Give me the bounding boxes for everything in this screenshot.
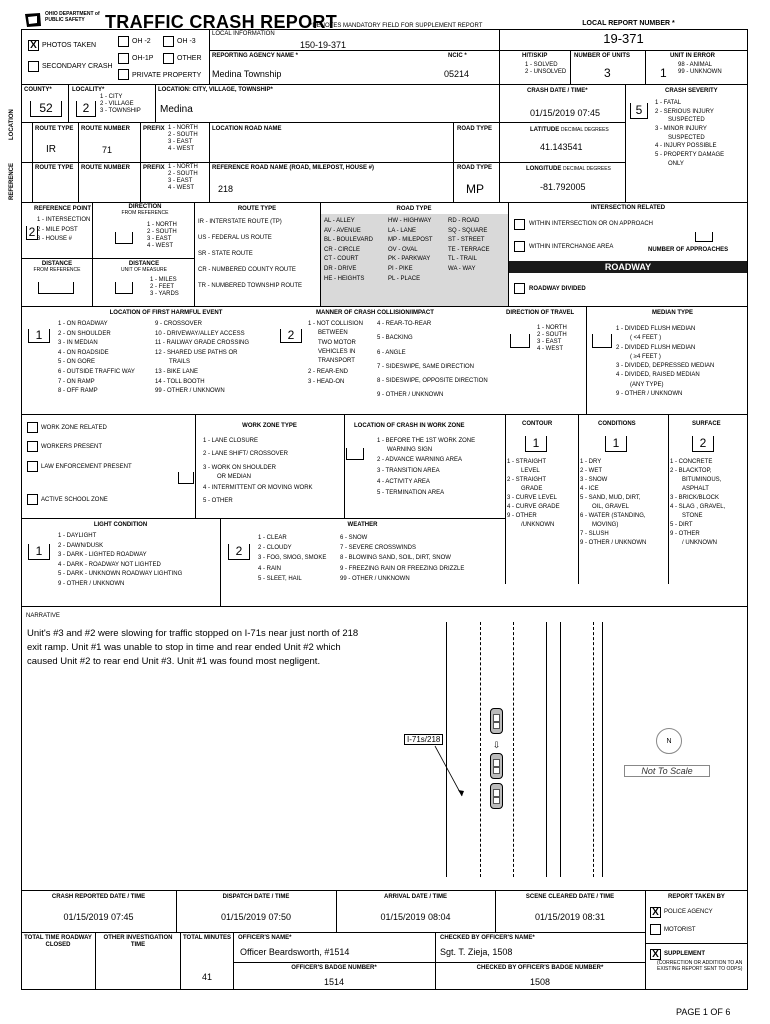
intersection-related-label: INTERSECTION RELATED xyxy=(590,205,666,211)
hit-skip-options: 1 - SOLVED 2 - UNSOLVED xyxy=(525,62,567,75)
dist-unit-options: 1 - MILES 2 - FEET 3 - YARDS xyxy=(150,277,179,297)
conditions-value[interactable]: 1 xyxy=(605,436,627,452)
weather-value[interactable]: 2 xyxy=(228,544,250,560)
ref-prefix-label: PREFIX xyxy=(143,165,165,171)
within-intersection-checkbox[interactable] xyxy=(514,219,525,230)
surface-options: 1 - CONCRETE 2 - BLACKTOP, BITUMINOUS, ASPHALT 3 - BRICK/BLOCK 4 - SLAG , GRAVEL, STONE 5 - DIRT 9 - OTHER / UNKNOWN xyxy=(670,459,726,546)
officer-value[interactable]: Officer Beardsworth, #1514 xyxy=(240,947,350,957)
work-zone-loc-value[interactable] xyxy=(346,448,364,460)
dispatch-label: DISPATCH DATE / TIME xyxy=(222,894,290,900)
reporting-agency-label: REPORTING AGENCY NAME * xyxy=(212,53,299,59)
checked-badge-label: CHECKED BY OFFICER'S BADGE NUMBER* xyxy=(476,965,604,971)
total-minutes-value[interactable]: 41 xyxy=(201,972,212,982)
ref-road-type-value[interactable]: MP xyxy=(466,182,484,196)
badge-label: OFFICER'S BADGE NUMBER* xyxy=(291,965,377,971)
longitude-value[interactable]: -81.792005 xyxy=(540,182,586,192)
cleared-value[interactable]: 01/15/2019 08:31 xyxy=(534,912,606,922)
median-label: MEDIAN TYPE xyxy=(652,310,694,316)
report-taken-label: REPORT TAKEN BY xyxy=(668,894,725,900)
arrival-label: ARRIVAL DATE / TIME xyxy=(384,894,447,900)
crash-date-label: CRASH DATE / TIME* xyxy=(527,88,588,94)
narrative-label: NARRATIVE xyxy=(26,613,60,619)
num-approaches-value[interactable] xyxy=(695,232,713,242)
work-zone-loc-label: LOCATION OF CRASH IN WORK ZONE xyxy=(354,423,465,429)
dir-travel-options: 1 - NORTH 2 - SOUTH 3 - EAST 4 - WEST xyxy=(537,325,567,352)
side-reference-label: REFERENCE xyxy=(9,162,15,200)
work-zone-type-value[interactable] xyxy=(178,472,194,484)
checked-label: CHECKED BY OFFICER'S NAME* xyxy=(440,935,535,941)
severity-options: 1 - FATAL 2 - SERIOUS INJURY SUSPECTED 3 - MINOR INJURY SUSPECTED 4 - INJURY POSSIBLE 5 - PROPERTY DAMAGE ONLY xyxy=(655,100,725,167)
num-units-value[interactable]: 3 xyxy=(604,66,611,80)
direction-options: 1 - NORTH 2 - SOUTH 3 - EAST 4 - WEST xyxy=(147,222,177,249)
loc-route-type-value[interactable]: IR xyxy=(46,144,56,155)
severity-value[interactable]: 5 xyxy=(630,103,648,119)
roadway-divided-checkbox[interactable] xyxy=(514,283,525,294)
other-label: OTHER xyxy=(177,55,202,62)
photos-taken-label: PHOTOS TAKEN xyxy=(42,42,97,49)
num-approaches-label: NUMBER OF APPROACHES xyxy=(648,247,729,253)
manner-label: MANNER OF CRASH COLLISION/IMPACT xyxy=(316,310,434,316)
within-interchange-checkbox[interactable] xyxy=(514,241,525,252)
route-type-options: IR - INTERSTATE ROUTE (TP) US - FEDERAL US ROUTE SR - STATE ROUTE CR - NUMBERED COUNTY ROUTE TR - NUMBERED TOWNSHIP ROUTE xyxy=(198,219,303,289)
dist-unit-value[interactable] xyxy=(115,282,133,294)
logo-text: OHIO DEPARTMENT of PUBLIC SAFETY xyxy=(45,11,100,23)
median-options: 1 - DIVIDED FLUSH MEDIAN ( <4 FEET ) 2 - DIVIDED FLUSH MEDIAN ( ≥4 FEET ) 3 - DIVIDED, DEPRESSED MEDIAN 4 - DIVIDED, RAISED MEDIAN (ANY TYPE) 9 - OTHER / UNKNOWN xyxy=(616,326,715,398)
local-info-value[interactable]: 150-19-371 xyxy=(300,40,347,50)
ref-route-type-label: ROUTE TYPE xyxy=(35,165,74,171)
dir-travel-label: DIRECTION OF TRAVEL xyxy=(506,310,575,316)
supplement-checkbox[interactable]: X xyxy=(650,949,661,960)
light-value[interactable]: 1 xyxy=(28,544,50,560)
workers-present-checkbox[interactable] xyxy=(27,441,38,452)
county-label: COUNTY* xyxy=(24,87,52,93)
loc-prefix-options: 1 - NORTH 2 - SOUTH 3 - EAST 4 - WEST xyxy=(168,125,198,152)
ref-road-value[interactable]: 218 xyxy=(218,184,234,194)
narrative-text[interactable]: Unit's #3 and #2 were slowing for traffic stopped on I-71s near just north of 218 exit ramp. Unit #1 was unable to stop in time and rear ended Unit #2 which caused Unit #2 to rear end Unit #3. Unit #1 was found most negligent. xyxy=(27,628,359,667)
work-zone-type-label: WORK ZONE TYPE xyxy=(242,423,297,429)
odps-logo xyxy=(24,11,104,29)
local-report-label: LOCAL REPORT NUMBER * xyxy=(582,20,675,27)
ref-road-label: REFERENCE ROAD NAME (ROAD, MILEPOST, HOUSE #) xyxy=(212,165,375,171)
travel-arrow-icon: ⇩ xyxy=(492,740,501,750)
cleared-label: SCENE CLEARED DATE / TIME xyxy=(525,894,615,900)
ohio-seal-icon xyxy=(24,12,42,28)
harmful-value[interactable]: 1 xyxy=(28,329,50,343)
location-value[interactable]: Medina xyxy=(160,104,193,115)
median-value[interactable] xyxy=(592,334,612,348)
secondary-crash-label: SECONDARY CRASH xyxy=(42,63,113,70)
law-enforcement-label: LAW ENFORCEMENT PRESENT xyxy=(41,464,132,470)
ref-route-number-label: ROUTE NUMBER xyxy=(81,165,130,171)
reporting-agency-value[interactable]: Medina Township xyxy=(212,69,282,79)
badge-value[interactable]: 1514 xyxy=(323,977,345,987)
other-inv-label: OTHER INVESTIGATION TIME xyxy=(103,935,173,948)
loc-prefix-label: PREFIX xyxy=(143,126,165,132)
oh2-checkbox[interactable] xyxy=(118,36,129,47)
surface-value[interactable]: 2 xyxy=(692,436,714,452)
manner-col2: 4 - REAR-TO-REAR 5 - BACKING 6 - ANGLE 7 - SIDESWIPE, SAME DIRECTION 8 - SIDESWIPE, OPPOSITE DIRECTION 9 - OTHER / UNKNOWN xyxy=(377,321,488,399)
roadway-header: ROADWAY xyxy=(509,261,747,273)
loc-road-label: LOCATION ROAD NAME xyxy=(212,126,282,132)
oh3-label: OH -3 xyxy=(177,38,196,45)
supplement-note: (CORRECTION OR ADDITION TO AN EXISTING REPORT SENT TO ODPS) xyxy=(657,960,743,973)
unit-error-value[interactable]: 1 xyxy=(660,66,667,80)
direction-value[interactable] xyxy=(115,232,133,244)
private-property-label: PRIVATE PROPERTY xyxy=(132,72,202,79)
ref-point-label: REFERENCE POINT xyxy=(34,206,92,212)
road-type-title: ROAD TYPE xyxy=(396,206,432,212)
light-options: 1 - DAYLIGHT 2 - DAWN/DUSK 3 - DARK - LIGHTED ROADWAY 4 - DARK - ROADWAY NOT LIGHTED 5 - DARK - UNKNOWN ROADWAY LIGHTING 9 - OTHER / UNKNOWN xyxy=(58,533,183,587)
light-label: LIGHT CONDITION xyxy=(93,522,148,528)
supplement-label: SUPPLEMENT xyxy=(664,951,706,957)
crash-date-value[interactable]: 01/15/2019 07:45 xyxy=(530,108,601,118)
mandatory-note: *DENOTES MANDATORY FIELD FOR SUPPLEMENT REPORT xyxy=(310,23,483,29)
work-zone-related-label: WORK ZONE RELATED xyxy=(41,425,107,431)
manner-value[interactable]: 2 xyxy=(280,329,302,343)
police-agency-checkbox[interactable]: X xyxy=(650,907,661,918)
contour-value[interactable]: 1 xyxy=(525,436,547,452)
police-agency-label: POLICE AGENCY xyxy=(664,909,713,915)
loc-road-type-label: ROAD TYPE xyxy=(457,126,493,132)
surface-label: SURFACE xyxy=(692,421,721,427)
conditions-label: CONDITIONS xyxy=(598,421,636,427)
law-enforcement-checkbox[interactable] xyxy=(27,461,38,472)
ncic-value[interactable]: 05214 xyxy=(444,69,470,79)
form-title: TRAFFIC CRASH REPORT xyxy=(105,12,337,32)
location-label: LOCATION: CITY, VILLAGE, TOWNSHIP* xyxy=(158,87,273,93)
work-zone-loc-options: 1 - BEFORE THE 1ST WORK ZONE WARNING SIGN 2 - ADVANCE WARNING AREA 3 - TRANSITION AREA 4 - ACTIVITY AREA 5 - TERMINATION AREA xyxy=(377,438,476,497)
officer-label: OFFICER'S NAME* xyxy=(238,935,292,941)
total-minutes-label: TOTAL MINUTES xyxy=(183,935,231,941)
county-value[interactable]: 52 xyxy=(30,101,62,117)
within-intersection-label: WITHIN INTERSECTION OR ON APPROACH xyxy=(529,221,654,227)
checked-badge-value[interactable]: 1508 xyxy=(529,977,551,987)
motorist-label: MOTORIST xyxy=(664,927,696,933)
other-checkbox[interactable] xyxy=(163,53,174,64)
roadway-divided-label: ROADWAY DIVIDED xyxy=(529,286,586,292)
road-type-col2: HW - HIGHWAY LA - LANE MP - MILEPOST OV - OVAL PK - PARKWAY PI - PIKE PL - PLACE xyxy=(388,218,433,282)
harmful-col2: 9 - CROSSOVER 10 - DRIVEWAY/ALLEY ACCESS 11 - RAILWAY GRADE CROSSING 12 - SHARED USE PATHS OR TRAILS 13 - BIKE LANE 14 - TOLL BOOTH 99 - OTHER / UNKNOWN xyxy=(155,321,250,395)
within-interchange-label: WITHIN INTERCHANGE AREA xyxy=(529,244,614,250)
local-report-number[interactable]: 19-371 xyxy=(603,31,644,46)
label-pointer-icon xyxy=(430,744,500,814)
weather-col2: 6 - SNOW 7 - SEVERE CROSSWINDS 8 - BLOWING SAND, SOIL, DIRT, SNOW 9 - FREEZING RAIN OR FREEZING DRIZZLE 99 - OTHER / UNKNOWN xyxy=(340,535,465,582)
unit-error-options: 98 - ANIMAL 99 - UNKNOWN xyxy=(678,62,722,75)
ref-road-type-label: ROAD TYPE xyxy=(457,165,493,171)
ref-point-options: 1 - INTERSECTION 2 - MILE POST 3 - HOUSE # xyxy=(37,217,91,243)
severity-label: CRASH SEVERITY xyxy=(665,88,718,94)
harmful-col1: 1 - ON ROADWAY 2 - ON SHOULDER 3 - IN MEDIAN 4 - ON ROADSIDE 5 - ON GORE 6 - OUTSIDE TRAFFIC WAY 7 - ON RAMP 8 - OFF RAMP xyxy=(58,321,135,395)
photos-taken-checkbox[interactable]: X xyxy=(28,40,39,51)
ref-point-value[interactable]: 2 xyxy=(26,226,38,240)
not-to-scale-label: Not To Scale xyxy=(624,765,710,777)
conditions-options: 1 - DRY 2 - WET 3 - SNOW 4 - ICE 5 - SAND, MUD, DIRT, OIL, GRAVEL 6 - WATER (STANDING, MOVING) 7 - SLUSH 9 - OTHER / UNKNOWN xyxy=(580,459,647,546)
oh1p-label: OH-1P xyxy=(132,55,154,62)
north-arrow-icon: N xyxy=(656,728,682,754)
ref-prefix-options: 1 - NORTH 2 - SOUTH 3 - EAST 4 - WEST xyxy=(168,164,198,191)
road-type-col1: AL - ALLEY AV - AVENUE BL - BOULEVARD CR - CIRCLE CT - COURT DR - DRIVE HE - HEIGHTS xyxy=(324,218,374,282)
loc-route-type-label: ROUTE TYPE xyxy=(35,126,74,132)
unit-error-label: UNIT IN ERROR xyxy=(670,53,715,59)
locality-value[interactable]: 2 xyxy=(76,101,96,117)
loc-route-number-value[interactable]: 71 xyxy=(102,145,113,155)
work-zone-type-options: 1 - LANE CLOSURE 2 - LANE SHIFT/ CROSSOVER 3 - WORK ON SHOULDER OR MEDIAN 4 - INTERMITTENT OR MOVING WORK 5 - OTHER xyxy=(203,438,313,505)
reported-label: CRASH REPORTED DATE / TIME xyxy=(51,894,146,900)
crash-diagram xyxy=(380,610,748,890)
ncic-label: NCIC * xyxy=(448,53,467,59)
workers-present-label: WORKERS PRESENT xyxy=(41,444,103,450)
work-zone-related-checkbox[interactable] xyxy=(27,422,38,433)
arrival-value[interactable]: 01/15/2019 08:04 xyxy=(380,912,451,922)
local-info-label: LOCAL INFORMATION xyxy=(212,31,275,37)
locality-options: 1 - CITY 2 - VILLAGE 3 - TOWNSHIP xyxy=(100,94,141,114)
dispatch-value[interactable]: 01/15/2019 07:50 xyxy=(220,912,292,922)
longitude-label: LONGITUDE DECIMAL DEGREES xyxy=(526,166,611,172)
latitude-label: LATITUDE DECIMAL DEGREES xyxy=(530,127,609,133)
total-time-label: TOTAL TIME ROADWAY CLOSED xyxy=(24,935,92,948)
school-zone-checkbox[interactable] xyxy=(27,494,38,505)
hit-skip-label: HIT/SKIP xyxy=(522,53,548,59)
page-number: PAGE 1 OF 6 xyxy=(676,1007,731,1017)
road-type-col3: RD - ROAD SQ - SQUARE ST - STREET TE - TERRACE TL - TRAIL WA - WAY xyxy=(448,218,490,272)
dir-travel-value[interactable] xyxy=(510,334,530,348)
oh2-label: OH -2 xyxy=(132,38,151,45)
reported-value[interactable]: 01/15/2019 07:45 xyxy=(63,912,134,922)
motorist-checkbox[interactable] xyxy=(650,924,661,935)
side-location-label: LOCATION xyxy=(9,109,15,140)
dist-unit-label: DISTANCE UNIT OF MEASURE xyxy=(120,261,168,273)
num-units-label: NUMBER OF UNITS xyxy=(574,53,630,59)
route-type-title: ROUTE TYPE xyxy=(237,206,277,212)
latitude-value[interactable]: 41.143541 xyxy=(540,142,583,152)
secondary-crash-checkbox[interactable] xyxy=(28,61,39,72)
unit-3-vehicle xyxy=(490,708,503,734)
locality-label: LOCALITY* xyxy=(72,87,105,93)
loc-route-number-label: ROUTE NUMBER xyxy=(81,126,130,132)
weather-col1: 1 - CLEAR 2 - CLOUDY 3 - FOG, SMOG, SMOKE 4 - RAIN 5 - SLEET, HAIL xyxy=(258,535,327,582)
oh1p-checkbox[interactable] xyxy=(118,53,129,64)
direction-label: DIRECTION FROM REFERENCE xyxy=(121,204,169,216)
oh3-checkbox[interactable] xyxy=(163,36,174,47)
contour-label: CONTOUR xyxy=(522,421,553,427)
private-property-checkbox[interactable] xyxy=(118,69,129,80)
diagram-label: I-71s/218 xyxy=(404,734,443,745)
checked-value[interactable]: Sgt. T. Zieja, 1508 xyxy=(440,947,513,957)
harmful-label: LOCATION OF FIRST HARMFUL EVENT xyxy=(109,310,223,316)
school-zone-label: ACTIVE SCHOOL ZONE xyxy=(41,497,108,503)
manner-col1: 1 - NOT COLLISION BETWEEN TWO MOTOR VEHICLES IN TRANSPORT 2 - REAR-END 3 - HEAD-ON xyxy=(308,321,363,385)
distance-value[interactable] xyxy=(38,282,74,294)
distance-label: DISTANCE FROM REFERENCE xyxy=(33,261,81,273)
contour-options: 1 - STRAIGHT LEVEL 2 - STRAIGHT GRADE 3 - CURVE LEVEL 4 - CURVE GRADE 9 - OTHER /UNKNOWN xyxy=(507,459,560,528)
weather-label: WEATHER xyxy=(347,522,378,528)
